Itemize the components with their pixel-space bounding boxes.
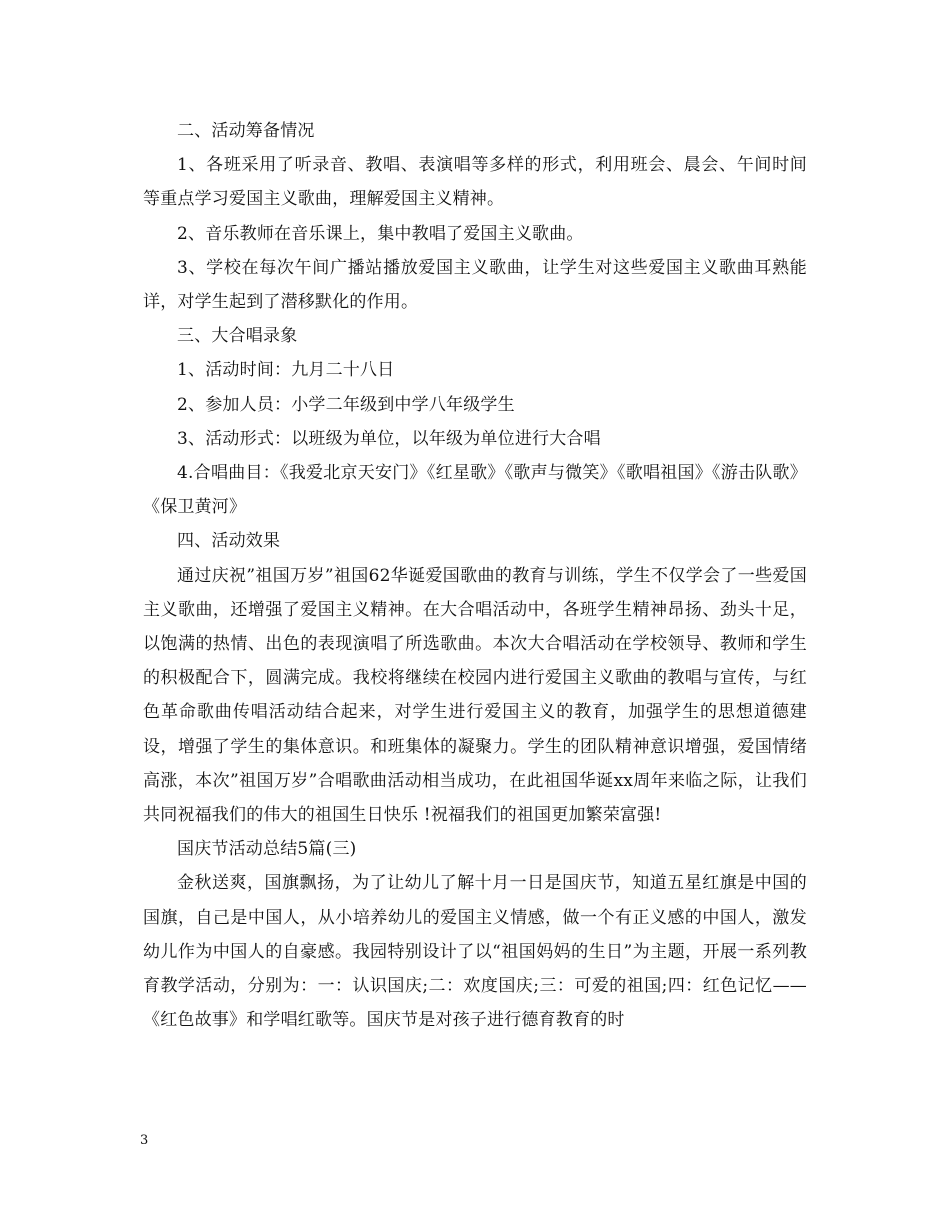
section-heading-preparation: 二、活动筹备情况 [177,121,315,141]
paragraph-item-1: 1、各班采用了听录音、教唱、表演唱等多样的形式，利用班会、晨会、午间时间等重点学习爱国主义歌曲，理解爱国主义精神。 [143,155,807,210]
paragraph-item-2: 2、音乐教师在音乐课上，集中教唱了爱国主义歌曲。 [177,223,584,244]
participants: 2、参加人员：小学二年级到中学八年级学生 [177,394,515,415]
paragraph-item-3: 3、学校在每次午间广播站播放爱国主义歌曲，让学生对这些爱国主义歌曲耳熟能详，对学生起到了潜移默化的作用。 [143,257,807,313]
document-body [143,114,807,1037]
page-number: 3 [140,1133,149,1148]
activity-time: 1、活动时间：九月二十八日 [177,360,395,381]
section-heading-effects: 四、活动效果 [177,531,281,552]
song-list: 4.合唱曲目：《我爱北京天安门》《红星歌》《歌声与微笑》《歌唱祖国》《游击队歌》《保卫黄河》 [143,463,807,518]
activity-format: 3、活动形式：以班级为单位，以年级为单位进行大合唱 [177,428,601,449]
effects-paragraph: 通过庆祝”祖国万岁”祖国62华诞爱国歌曲的教育与训练，学生不仅学会了一些爱国主义歌曲，还增强了爱国主义精神。在大合唱活动中，各班学生精神昂扬、劲头十足，以饱满的热情、出色的表现演唱了所选歌曲。本次大合唱活动在学校领导、教师和学生的积极配合下，圆满完成。我校将继续在校园内进行爱国主义歌曲的教唱与宣传，与红色革命歌曲传唱活动结合起来，对学生进行爱国主义的教育，加强学生的思想道德建设，增强了学生的集体意识。和班集体的凝聚力。学生的团队精神意识增强，爱国情绪高涨，本次”祖国万岁”合唱歌曲活动相当成功，在此祖国华诞xx周年来临之际，让我们共同祝福我们的伟大的祖国生日快乐 !祝福我们的祖国更加繁荣富强! [143,565,807,826]
article-title-part-three: 国庆节活动总结5篇(三) [177,839,357,860]
intro-paragraph: 金秋送爽，国旗飘扬，为了让幼儿了解十月一日是国庆节，知道五星红旗是中国的国旗，自己是中国人，从小培养幼儿的爱国主义情感，做一个有正义感的中国人，激发幼儿作为中国人的自豪感。我园特别设计了以“祖国妈妈的生日”为主题，开展一系列教育教学活动，分别为：一：认识国庆;二：欢度国庆;三：可爱的祖国;四：红色记忆——《红色故事》和学唱红歌等。国庆节是对孩子进行德育教育的时 [143,873,807,1031]
section-heading-chorus: 三、大合唱录象 [177,326,298,347]
